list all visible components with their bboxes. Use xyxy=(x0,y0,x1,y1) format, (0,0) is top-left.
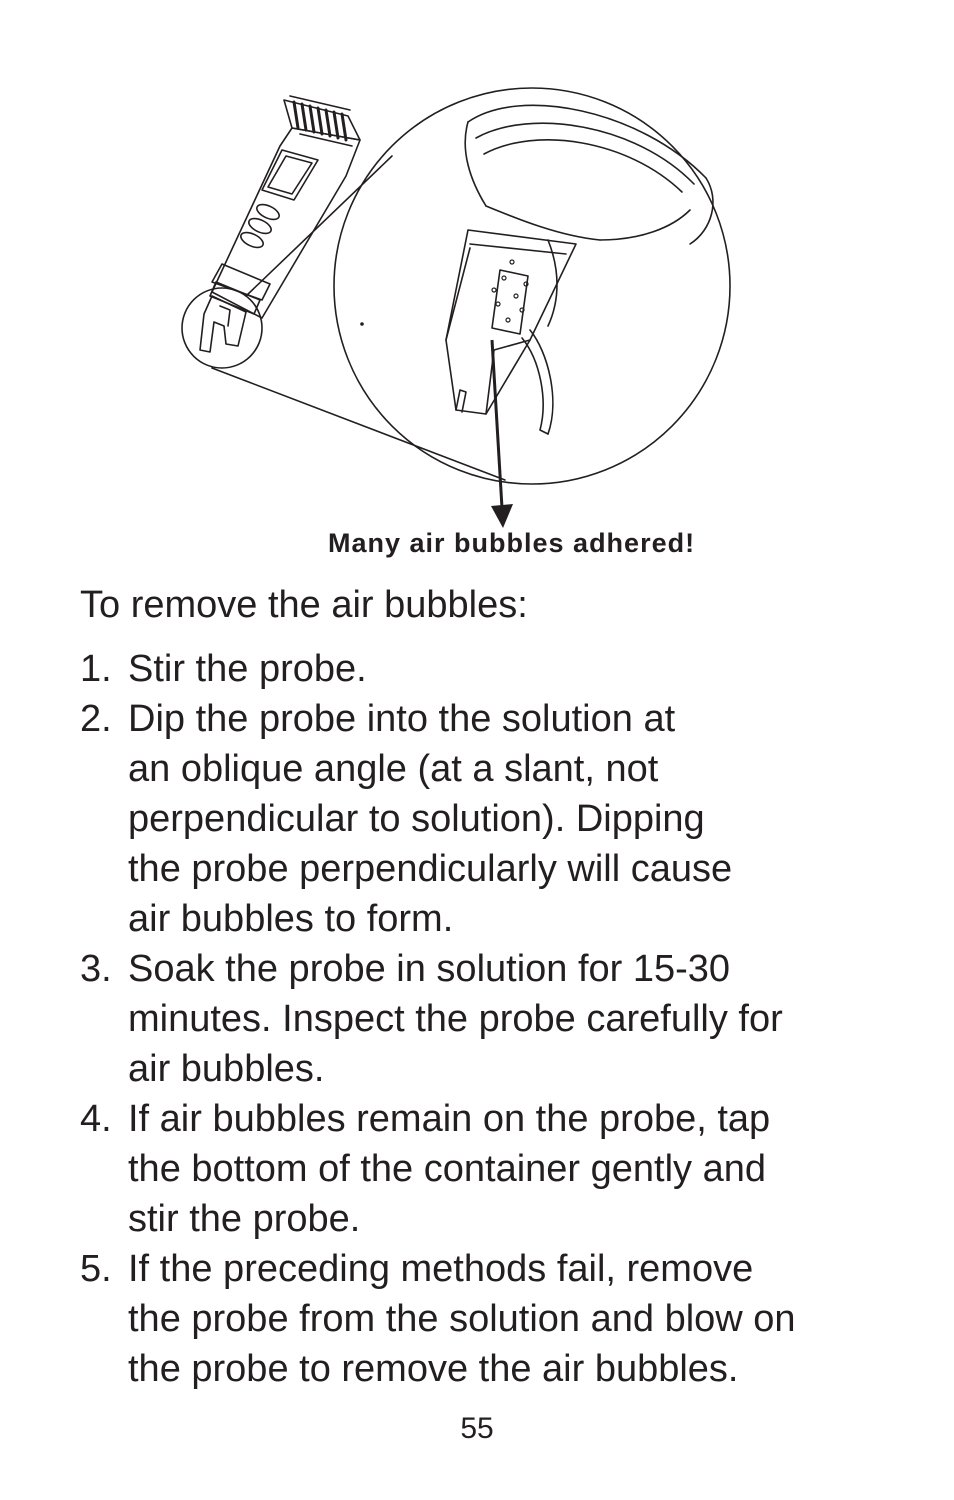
step-line: the probe from the solution and blow on xyxy=(128,1298,796,1340)
step-line: Stir the probe. xyxy=(128,648,367,690)
step-line: minutes. Inspect the probe carefully for xyxy=(128,998,783,1040)
magnified-view-circle xyxy=(334,88,730,484)
figure-caption: Many air bubbles adhered! xyxy=(328,528,696,558)
step-line: air bubbles to form. xyxy=(128,898,454,940)
step-number: 4. xyxy=(80,1098,112,1140)
step-number: 3. xyxy=(80,948,112,990)
step-number: 5. xyxy=(80,1248,112,1290)
step-text xyxy=(128,1094,796,1244)
magnified-electrode xyxy=(446,105,713,434)
step-line: Dip the probe into the solution at xyxy=(128,698,676,740)
step-line: stir the probe. xyxy=(128,1198,361,1240)
step-line: an oblique angle (at a slant, not xyxy=(128,748,659,790)
step-line: If air bubbles remain on the probe, tap xyxy=(128,1098,771,1140)
instructions-intro: To remove the air bubbles: xyxy=(80,584,528,626)
step-line: Soak the probe in solution for 15-30 xyxy=(128,948,731,990)
step-2 xyxy=(80,694,796,944)
page-number: 55 xyxy=(460,1412,494,1445)
step-text xyxy=(128,1244,796,1394)
magnify-line-bottom xyxy=(212,368,505,480)
step-1 xyxy=(80,644,796,694)
step-text xyxy=(128,644,796,694)
probe-illustration xyxy=(0,0,954,570)
step-line: air bubbles. xyxy=(128,1048,325,1090)
step-3 xyxy=(80,944,796,1094)
step-line: the probe to remove the air bubbles. xyxy=(128,1348,739,1390)
step-line: perpendicular to solution). Dipping xyxy=(128,798,705,840)
step-5 xyxy=(80,1244,796,1394)
step-text xyxy=(128,694,796,944)
step-4 xyxy=(80,1094,796,1244)
step-line: the bottom of the container gently and xyxy=(128,1148,766,1190)
step-text xyxy=(128,944,796,1094)
step-line: If the preceding methods fail, remove xyxy=(128,1248,754,1290)
arrow-indicator xyxy=(491,340,513,528)
step-number: 2. xyxy=(80,698,112,740)
instructions-steps xyxy=(80,644,796,1394)
step-number: 1. xyxy=(80,648,112,690)
step-line: the probe perpendicularly will cause xyxy=(128,848,733,890)
